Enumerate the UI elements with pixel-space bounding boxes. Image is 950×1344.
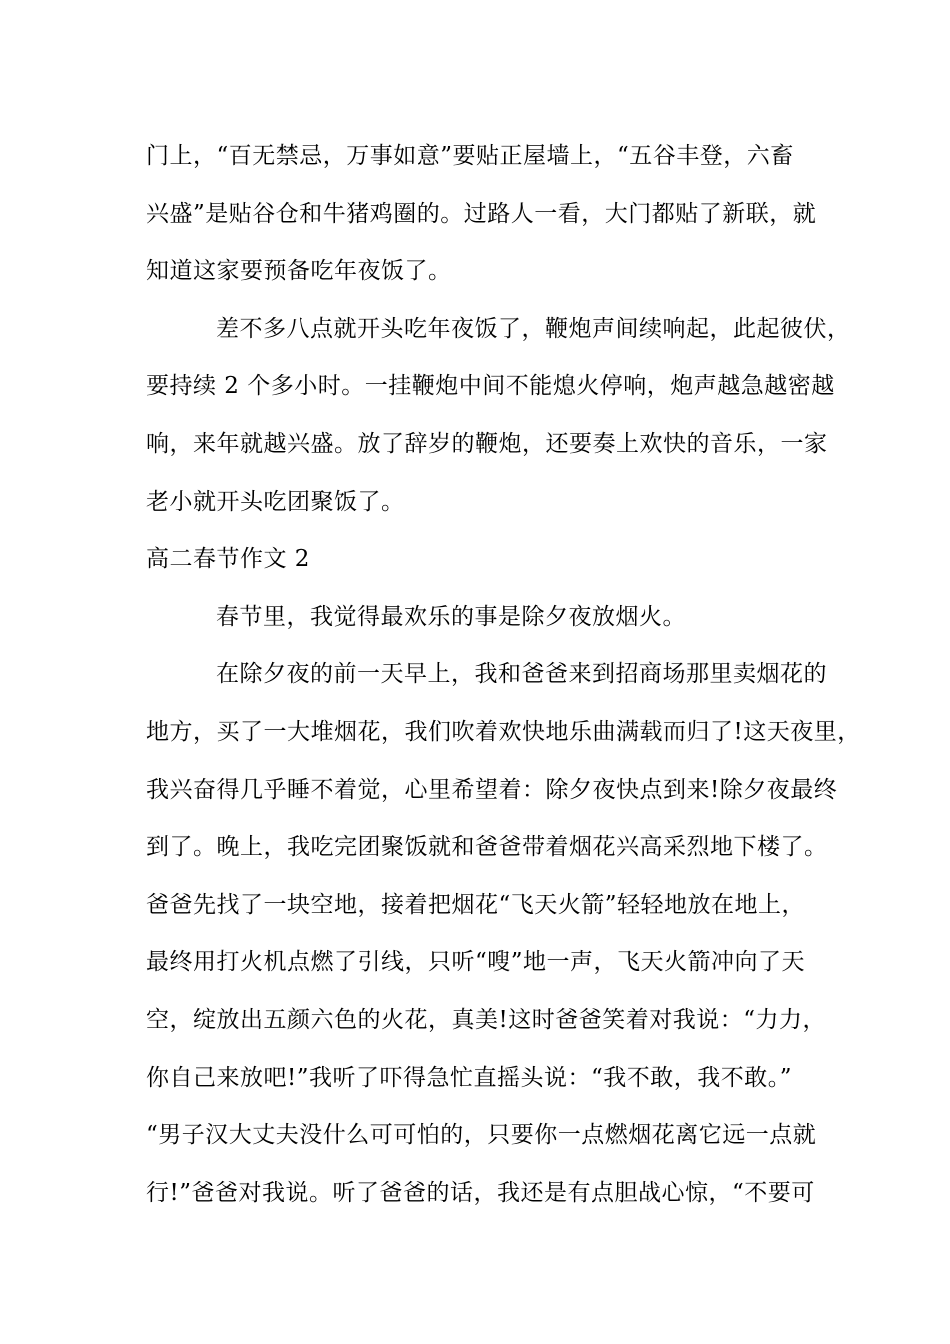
text-line: 地方，买了一大堆烟花，我们吹着欢快地乐曲满载而归了!这天夜里， bbox=[146, 718, 861, 745]
text-line: 要持续 2 个多小时。一挂鞭炮中间不能熄火停响，炮声越急越密越 bbox=[146, 373, 835, 400]
text-line: 你自己来放吧!”我听了吓得急忙直摇头说：“我不敢，我不敢。” bbox=[146, 1064, 793, 1091]
text-line: “男子汉大丈夫没什么可可怕的，只要你一点燃烟花离它远一点就 bbox=[146, 1122, 817, 1149]
text-line: 最终用打火机点燃了引线，只听“嗖”地一声，飞天火箭冲向了天 bbox=[146, 949, 806, 976]
paragraph-first-line: 差不多八点就开头吃年夜饭了，鞭炮声间续响起，此起彼伏， bbox=[216, 315, 851, 342]
paragraph-first-line: 春节里，我觉得最欢乐的事是除夕夜放烟火。 bbox=[216, 603, 686, 630]
text-line: 兴盛”是贴谷仓和牛猪鸡圈的。过路人一看，大门都贴了新联，就 bbox=[146, 200, 817, 227]
document-body bbox=[146, 128, 861, 1222]
paragraph-first-line: 在除夕夜的前一天早上，我和爸爸来到招商场那里卖烟花的 bbox=[216, 661, 827, 688]
text-line: 老小就开头吃团聚饭了。 bbox=[146, 488, 405, 515]
text-line: 到了。晚上，我吃完团聚饭就和爸爸带着烟花兴高采烈地下楼了。 bbox=[146, 834, 828, 861]
text-line: 行!”爸爸对我说。听了爸爸的话，我还是有点胆战心惊，“不要可 bbox=[146, 1179, 815, 1206]
text-line: 空，绽放出五颜六色的火花，真美!这时爸爸笑着对我说：“力力， bbox=[146, 1006, 827, 1033]
text-line: 爸爸先找了一块空地，接着把烟花“飞天火箭”轻轻地放在地上， bbox=[146, 891, 806, 918]
text-line: 知道这家要预备吃年夜饭了。 bbox=[146, 258, 452, 285]
section-heading: 高二春节作文 2 bbox=[146, 546, 310, 573]
text-line: 我兴奋得几乎睡不着觉，心里希望着：除夕夜快点到来!除夕夜最终 bbox=[146, 776, 838, 803]
text-line: 响，来年就越兴盛。放了辞岁的鞭炮，还要奏上欢快的音乐，一家 bbox=[146, 430, 828, 457]
text-line: 门上，“百无禁忌，万事如意”要贴正屋墙上，“五谷丰登，六畜 bbox=[146, 143, 794, 169]
